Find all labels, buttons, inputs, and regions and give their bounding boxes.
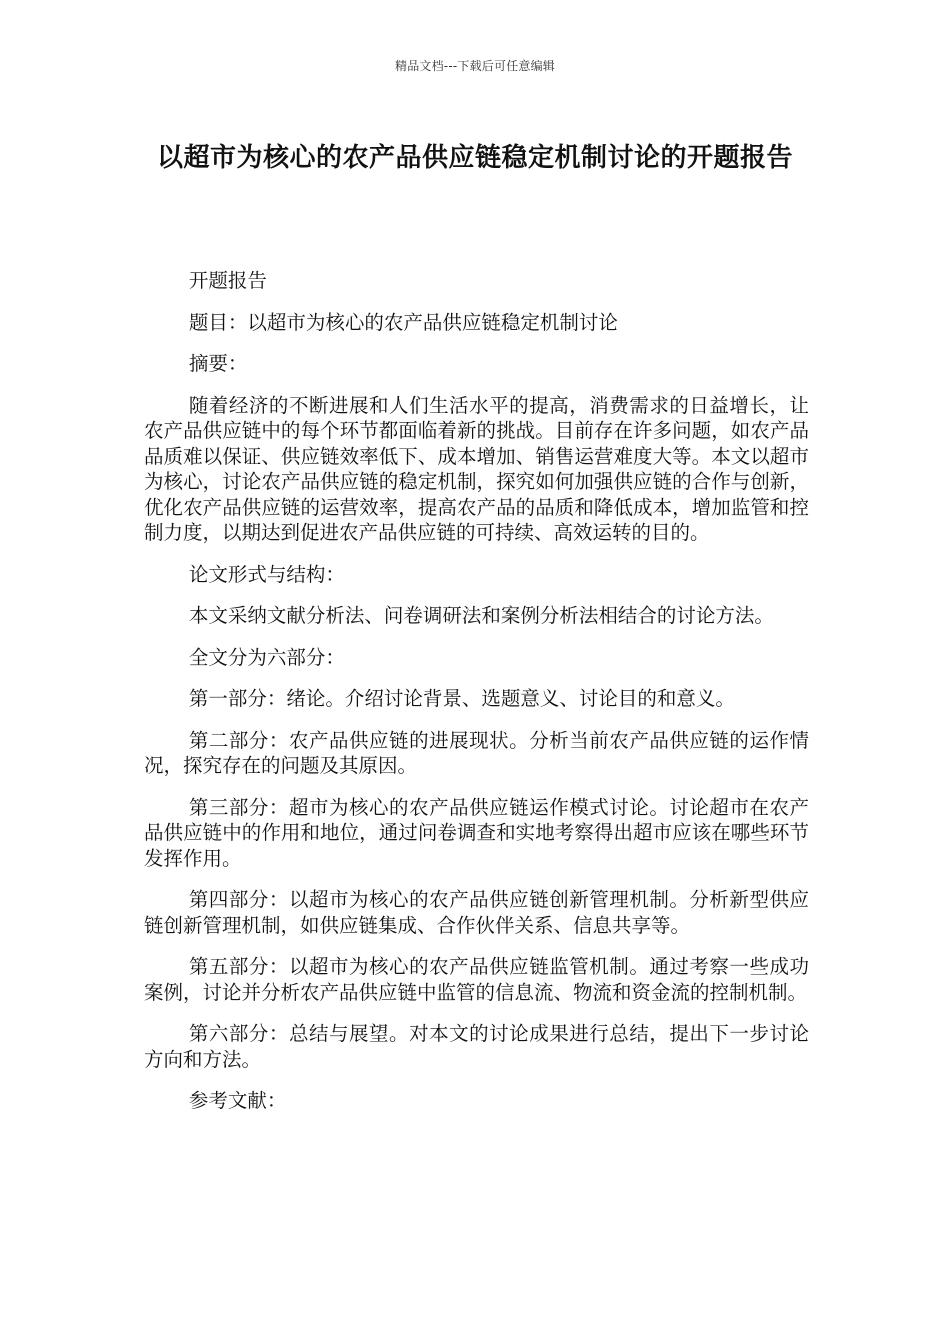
part-four: 第四部分：以超市为核心的农产品供应链创新管理机制。分析新型供应链创新管理机制，如供应链集成、合作伙伴关系、信息共享等。 [144, 888, 809, 937]
part-three: 第三部分：超市为核心的农产品供应链运作模式讨论。讨论超市在农产品供应链中的作用和地位，通过问卷调查和实地考察得出超市应该在哪些环节发挥作用。 [144, 795, 809, 870]
section-label-report: 开题报告 [188, 269, 267, 292]
parts-label: 全文分为六部分： [188, 645, 345, 669]
part-one: 第一部分：绪论。介绍讨论背景、选题意义、讨论目的和意义。 [188, 687, 735, 710]
topic-line: 题目：以超市为核心的农产品供应链稳定机制讨论 [188, 310, 618, 334]
document-body [144, 268, 809, 1130]
method-text: 本文采纳文献分析法、问卷调研法和案例分析法相结合的讨论方法。 [188, 604, 774, 627]
header-note: 精品文档---下载后可任意编辑 [395, 59, 555, 73]
part-five: 第五部分：以超市为核心的农产品供应链监管机制。通过考察一些成功案例，讨论并分析农产品供应链中监管的信息流、物流和资金流的控制机制。 [144, 955, 809, 1004]
structure-label: 论文形式与结构： [188, 562, 345, 586]
abstract-text: 随着经济的不断进展和人们生活水平的提高，消费需求的日益增长，让农产品供应链中的每个环节都面临着新的挑战。目前存在许多问题，如农产品品质难以保证、供应链效率低下、成本增加、销售运营难度大等。本文以超市为核心，讨论农产品供应链的稳定机制，探究如何加强供应链的合作与创新，优化农产品供应链的运营效率，提高农产品的品质和降低成本，增加监管和控制力度，以期达到促进农产品供应链的可持续、高效运转的目的。 [144, 393, 809, 544]
references-label: 参考文献： [188, 1089, 287, 1112]
part-two: 第二部分：农产品供应链的进展现状。分析当前农产品供应链的运作情况，探究存在的问题及其原因。 [144, 728, 809, 777]
abstract-label: 摘要： [188, 352, 248, 375]
document-title: 以超市为核心的农产品供应链稳定机制讨论的开题报告 [156, 143, 793, 173]
part-six: 第六部分：总结与展望。对本文的讨论成果进行总结，提出下一步讨论方向和方法。 [144, 1022, 809, 1071]
